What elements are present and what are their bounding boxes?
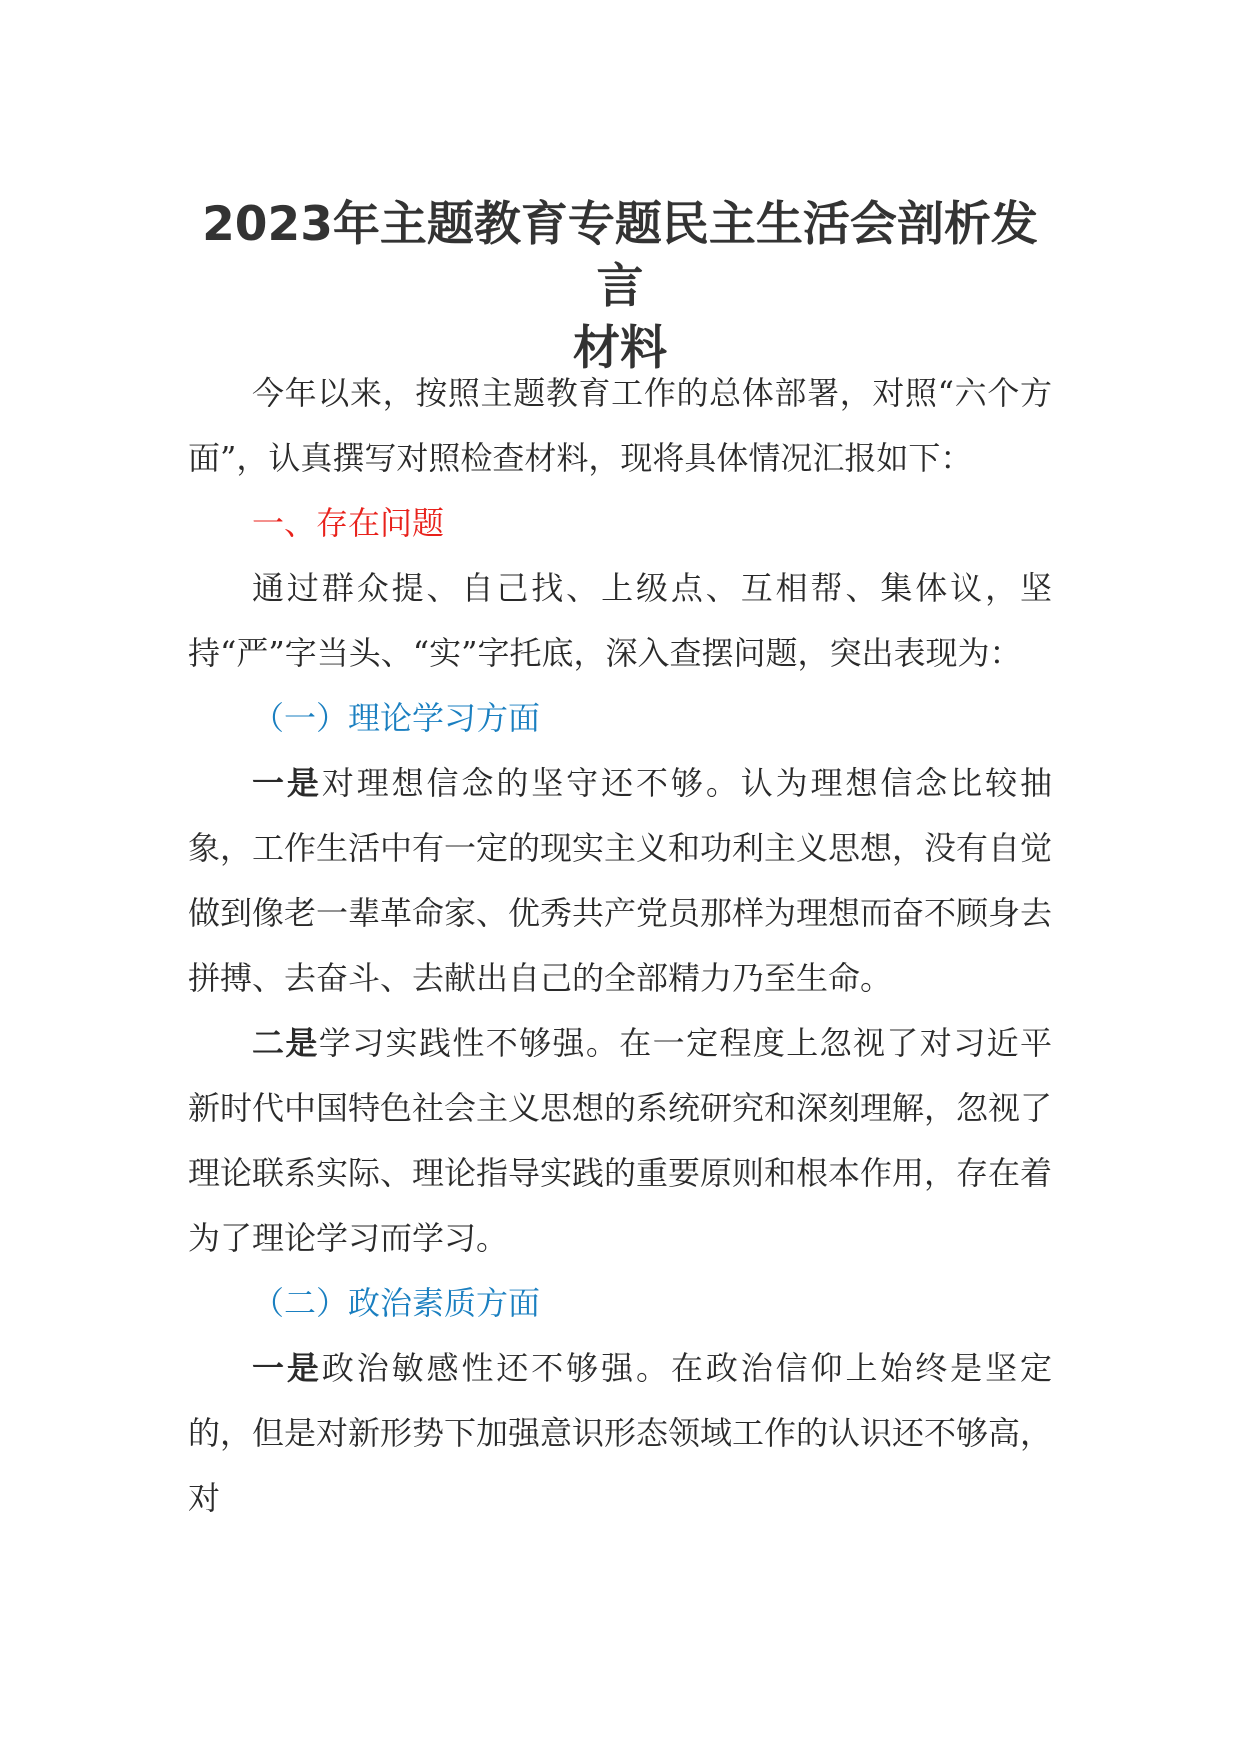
- item-lead: 二是: [252, 1024, 319, 1062]
- subsection-heading-theory: （一）理论学习方面: [252, 699, 541, 737]
- item-lead: 一是: [252, 764, 322, 802]
- intro-paragraph: 今年以来，按照主题教育工作的总体部署，对照“六个方面”，认真撰写对照检查材料，现将具体情况汇报如下：: [188, 374, 1052, 477]
- title-line-1: 2023年主题教育专题民主生活会剖析发言: [202, 197, 1038, 314]
- theory-item-2: [188, 1011, 1052, 1271]
- theory-item-1: [188, 751, 1052, 1011]
- document-body: [188, 361, 1052, 1531]
- document-title: [180, 194, 1060, 380]
- item-text: 对理想信念的坚守还不够。认为理想信念比较抽象，工作生活中有一定的现实主义和功利主义思想，没有自觉做到像老一辈革命家、优秀共产党员那样为理想而奋不顾身去拼搏、去奋斗、去献出自己的全部精力乃至生命。: [188, 764, 1053, 997]
- section-heading-problems: 一、存在问题: [252, 504, 445, 542]
- item-lead: 一是: [252, 1349, 322, 1387]
- item-text: 政治敏感性还不够强。在政治信仰上始终是坚定的，但是对新形势下加强意识形态领域工作的认识还不够高，对: [188, 1349, 1053, 1517]
- section-intro-paragraph: 通过群众提、自己找、上级点、互相帮、集体议，坚持“严”字当头、“实”字托底，深入查摆问题，突出表现为：: [188, 569, 1052, 672]
- item-text: 学习实践性不够强。在一定程度上忽视了对习近平新时代中国特色社会主义思想的系统研究和深刻理解，忽视了理论联系实际、理论指导实践的重要原则和根本作用，存在着为了理论学习而学习。: [188, 1024, 1053, 1257]
- subsection-heading-politics: （二）政治素质方面: [252, 1284, 541, 1322]
- politics-item-1: [188, 1336, 1052, 1531]
- title-line-2: 材料: [573, 321, 667, 376]
